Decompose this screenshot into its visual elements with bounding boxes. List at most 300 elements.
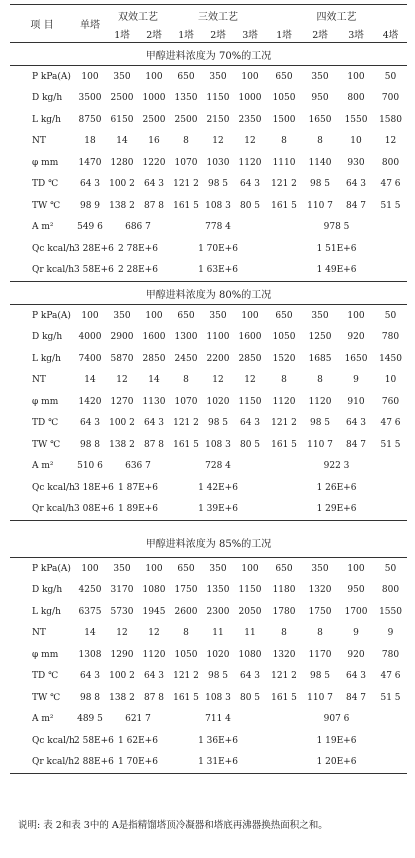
table-cell: 110 7 xyxy=(307,692,333,703)
table-cell: 12 xyxy=(212,136,224,147)
table-cell: 1270 xyxy=(110,396,134,407)
group-header-quad: 四效工艺 xyxy=(266,5,407,26)
table-cell: 1780 xyxy=(272,606,296,617)
row-label: TW ℃ xyxy=(32,692,61,703)
table-cell: 950 xyxy=(347,585,365,596)
table-cell: 3170 xyxy=(110,585,134,596)
table-cell: 650 xyxy=(177,563,195,574)
table-cell: 1170 xyxy=(308,649,332,660)
table-cell: 1500 xyxy=(272,114,296,125)
table-cell: 1350 xyxy=(174,93,198,104)
table-cell: 108 3 xyxy=(205,200,231,211)
summary-cell: 2 28E+6 xyxy=(118,265,158,276)
header-row-groups xyxy=(10,5,407,26)
table-cell: 780 xyxy=(381,649,400,660)
table-cell: 1080 xyxy=(238,649,262,660)
table-cell: 121 2 xyxy=(173,671,199,682)
table-cell: 161 5 xyxy=(271,692,297,703)
process-comparison-table xyxy=(10,4,407,774)
table-cell: 1550 xyxy=(344,114,368,125)
table-row xyxy=(10,131,407,153)
table-cell: 14 xyxy=(148,375,160,386)
summary-cell: 1 42E+6 xyxy=(198,482,238,493)
table-cell: 14 xyxy=(116,136,128,147)
table-row xyxy=(10,391,407,413)
table-cell: 100 xyxy=(145,310,163,321)
table-cell: 84 7 xyxy=(345,439,367,450)
table-cell: 87 8 xyxy=(143,692,165,703)
table-cell: 98 5 xyxy=(309,418,331,429)
table-cell: 800 xyxy=(381,157,400,168)
table-cell: 51 5 xyxy=(380,439,401,450)
table-cell: 3500 xyxy=(78,93,102,104)
summary-cell: 907 6 xyxy=(323,714,350,725)
table-cell: 350 xyxy=(113,563,131,574)
summary-row xyxy=(10,238,407,260)
summary-cell: 1 63E+6 xyxy=(198,265,238,276)
table-cell: 1120 xyxy=(142,649,166,660)
section-title: 甲醇进料浓度为 80%的工况 xyxy=(10,282,407,305)
table-cell: 161 5 xyxy=(173,692,199,703)
table-row xyxy=(10,174,407,196)
tower-header: 1塔 xyxy=(170,25,202,43)
summary-cell: 510 6 xyxy=(77,461,103,472)
table-cell: 1250 xyxy=(308,332,332,343)
summary-cell: 1 29E+6 xyxy=(316,504,357,515)
table-cell: 9 xyxy=(387,628,394,639)
table-cell: 2900 xyxy=(110,332,134,343)
table-cell: 64 3 xyxy=(143,179,165,190)
table-cell: 121 2 xyxy=(271,418,297,429)
summary-cell: 978 5 xyxy=(323,222,350,233)
summary-cell: 3 28E+6 xyxy=(74,243,114,254)
row-label: NT xyxy=(32,628,46,639)
table-cell: 64 3 xyxy=(345,671,367,682)
table-cell: 50 xyxy=(384,310,397,321)
row-label: Qc kcal/h xyxy=(32,482,75,493)
table-cell: 18 xyxy=(84,136,96,147)
table-cell: 1130 xyxy=(142,396,166,407)
table-cell: 650 xyxy=(275,563,293,574)
summary-row xyxy=(10,709,407,731)
table-cell: 100 xyxy=(145,563,163,574)
table-cell: 84 7 xyxy=(345,692,367,703)
table-cell: 8 xyxy=(281,628,287,639)
table-cell: 47 6 xyxy=(380,418,401,429)
table-cell: 2050 xyxy=(238,606,262,617)
table-cell: 64 3 xyxy=(143,671,165,682)
table-cell: 1120 xyxy=(308,396,332,407)
table-cell: 121 2 xyxy=(173,418,199,429)
table-cell: 1750 xyxy=(308,606,332,617)
table-cell: 6375 xyxy=(78,606,102,617)
table-cell: 161 5 xyxy=(271,200,297,211)
table-cell: 1308 xyxy=(78,649,102,660)
summary-row xyxy=(10,752,407,774)
summary-cell: 728 4 xyxy=(205,461,231,472)
table-cell: 110 7 xyxy=(307,200,333,211)
table-cell: 4250 xyxy=(78,585,102,596)
table-cell: 8 xyxy=(183,136,189,147)
table-cell: 1140 xyxy=(308,157,332,168)
table-cell: 98 9 xyxy=(79,200,101,211)
table-cell: 64 3 xyxy=(79,179,101,190)
item-header: 项 目 xyxy=(10,5,74,43)
table-cell: 6150 xyxy=(110,114,134,125)
summary-row xyxy=(10,477,407,499)
table-cell: 51 5 xyxy=(380,200,401,211)
table-cell: 161 5 xyxy=(173,439,199,450)
table-cell: 1580 xyxy=(379,114,402,125)
table-cell: 2300 xyxy=(206,606,230,617)
table-cell: 108 3 xyxy=(205,692,231,703)
row-label: Qr kcal/h xyxy=(10,752,74,774)
table-cell: 1700 xyxy=(344,606,368,617)
table-row xyxy=(10,370,407,392)
table-cell: 350 xyxy=(209,71,227,82)
table-cell: 1020 xyxy=(206,396,230,407)
table-cell: 7400 xyxy=(78,353,102,364)
table-cell: 80 5 xyxy=(239,439,261,450)
table-cell: 64 3 xyxy=(345,179,367,190)
row-label: P kPa(A) xyxy=(32,71,71,82)
summary-cell: 1 49E+6 xyxy=(316,265,357,276)
table-cell: 16 xyxy=(148,136,160,147)
row-label: NT xyxy=(32,375,46,386)
table-cell: 64 3 xyxy=(79,418,101,429)
summary-cell: 3 58E+6 xyxy=(74,265,114,276)
table-row xyxy=(10,580,407,602)
table-cell: 14 xyxy=(84,628,96,639)
summary-row xyxy=(10,456,407,478)
table-cell: 1320 xyxy=(308,585,332,596)
table-cell: 98 5 xyxy=(309,179,331,190)
unit-header: 单塔 xyxy=(74,5,106,43)
table-cell: 1945 xyxy=(142,606,166,617)
table-cell: 930 xyxy=(347,157,365,168)
table-cell: 98 5 xyxy=(207,418,229,429)
table-row xyxy=(10,305,407,327)
table-cell: 14 xyxy=(84,375,96,386)
table-row xyxy=(10,558,407,580)
table-cell: 51 5 xyxy=(380,692,401,703)
table-cell: 138 2 xyxy=(109,439,135,450)
table-cell: 8 xyxy=(183,375,189,386)
table-row xyxy=(10,109,407,131)
row-label: Qc kcal/h xyxy=(32,243,75,254)
summary-cell: 2 58E+6 xyxy=(74,735,114,746)
summary-cell: 3 08E+6 xyxy=(74,504,114,515)
table-cell: 2500 xyxy=(142,114,166,125)
table-cell: 1280 xyxy=(110,157,134,168)
table-cell: 1070 xyxy=(174,396,198,407)
process-table-container xyxy=(10,4,407,774)
table-cell: 780 xyxy=(381,332,400,343)
table-row xyxy=(10,195,407,217)
table-cell: 64 3 xyxy=(79,671,101,682)
table-cell: 138 2 xyxy=(109,200,135,211)
summary-row xyxy=(10,730,407,752)
summary-cell: 1 20E+6 xyxy=(266,752,407,774)
table-cell: 98 5 xyxy=(207,179,229,190)
table-cell: 161 5 xyxy=(173,200,199,211)
row-label: L kg/h xyxy=(32,606,61,617)
table-cell: 47 6 xyxy=(380,179,401,190)
table-row xyxy=(10,666,407,688)
table-cell: 1320 xyxy=(272,649,296,660)
row-label: TD ℃ xyxy=(32,418,59,429)
row-label: TW ℃ xyxy=(32,439,61,450)
table-cell: 1420 xyxy=(78,396,102,407)
table-row xyxy=(10,644,407,666)
row-label: A m² xyxy=(32,714,54,725)
summary-cell: 1 62E+6 xyxy=(118,735,158,746)
summary-cell: 1 70E+6 xyxy=(198,243,238,254)
group-header-triple: 三效工艺 xyxy=(170,5,266,26)
table-cell: 1050 xyxy=(272,93,296,104)
table-cell: 50 xyxy=(384,71,397,82)
row-label: D kg/h xyxy=(32,585,63,596)
table-cell: 100 xyxy=(81,563,99,574)
table-cell: 50 xyxy=(384,563,397,574)
summary-cell: 686 7 xyxy=(125,222,151,233)
table-cell: 47 6 xyxy=(380,671,401,682)
table-cell: 1000 xyxy=(238,93,262,104)
row-label: P kPa(A) xyxy=(32,310,71,321)
table-cell: 11 xyxy=(212,628,224,639)
tower-header: 1塔 xyxy=(106,25,138,43)
table-cell: 1470 xyxy=(78,157,102,168)
table-cell: 1650 xyxy=(308,114,332,125)
table-cell: 1080 xyxy=(142,585,166,596)
group-header-double: 双效工艺 xyxy=(106,5,170,26)
table-cell: 800 xyxy=(381,585,400,596)
row-label: φ mm xyxy=(32,396,59,407)
row-label: Qr kcal/h xyxy=(32,504,75,515)
section-title-row xyxy=(10,521,407,558)
row-label: D kg/h xyxy=(32,93,63,104)
table-cell: 12 xyxy=(212,375,224,386)
table-cell: 9 xyxy=(353,375,359,386)
table-cell: 100 xyxy=(241,310,259,321)
section-title-row xyxy=(10,43,407,66)
summary-cell: 1 87E+6 xyxy=(118,482,158,493)
table-cell: 8 xyxy=(281,136,287,147)
table-cell: 1110 xyxy=(272,157,296,168)
table-cell: 138 2 xyxy=(109,692,135,703)
table-cell: 5730 xyxy=(110,606,134,617)
table-cell: 350 xyxy=(311,563,329,574)
summary-cell: 2 78E+6 xyxy=(118,243,158,254)
table-cell: 100 2 xyxy=(109,418,135,429)
table-cell: 920 xyxy=(347,649,365,660)
table-cell: 98 8 xyxy=(79,439,101,450)
table-cell: 700 xyxy=(381,93,400,104)
table-cell: 350 xyxy=(209,310,227,321)
summary-cell: 1 19E+6 xyxy=(316,735,357,746)
tower-header: 3塔 xyxy=(234,25,266,43)
row-label: TD ℃ xyxy=(32,671,59,682)
table-cell: 100 xyxy=(347,71,365,82)
table-cell: 121 2 xyxy=(173,179,199,190)
table-cell: 350 xyxy=(311,310,329,321)
summary-cell: 711 4 xyxy=(205,714,231,725)
table-row xyxy=(10,88,407,110)
section-title: 甲醇进料浓度为 70%的工况 xyxy=(10,43,407,66)
table-cell: 650 xyxy=(177,310,195,321)
table-cell: 910 xyxy=(347,396,365,407)
summary-cell: 778 4 xyxy=(205,222,231,233)
table-cell: 2150 xyxy=(206,114,230,125)
table-cell: 11 xyxy=(244,628,256,639)
table-cell: 350 xyxy=(113,71,131,82)
table-row xyxy=(10,327,407,349)
table-cell: 12 xyxy=(148,628,160,639)
table-cell: 2850 xyxy=(238,353,262,364)
table-cell: 100 xyxy=(347,310,365,321)
table-cell: 98 5 xyxy=(207,671,229,682)
table-cell: 2850 xyxy=(142,353,166,364)
table-cell: 64 3 xyxy=(239,179,261,190)
row-label: L kg/h xyxy=(32,353,61,364)
summary-row xyxy=(10,217,407,239)
table-cell: 2500 xyxy=(110,93,134,104)
table-cell: 100 xyxy=(347,563,365,574)
table-cell: 8 xyxy=(317,375,323,386)
table-cell: 100 xyxy=(145,71,163,82)
table-cell: 1180 xyxy=(272,585,296,596)
summary-cell: 1 31E+6 xyxy=(170,752,266,774)
table-cell: 1290 xyxy=(110,649,134,660)
table-row xyxy=(10,413,407,435)
table-cell: 8 xyxy=(317,628,323,639)
table-cell: 1150 xyxy=(238,585,262,596)
table-cell: 64 3 xyxy=(239,671,261,682)
table-cell: 1450 xyxy=(379,353,402,364)
table-cell: 650 xyxy=(275,71,293,82)
summary-cell: 3 18E+6 xyxy=(74,482,114,493)
table-cell: 1000 xyxy=(142,93,166,104)
summary-cell: 636 7 xyxy=(125,461,151,472)
table-cell: 10 xyxy=(384,375,397,386)
table-cell: 121 2 xyxy=(271,179,297,190)
table-cell: 12 xyxy=(384,136,397,147)
table-cell: 1600 xyxy=(238,332,262,343)
summary-cell: 489 5 xyxy=(77,714,103,725)
row-label: TW ℃ xyxy=(32,200,61,211)
table-cell: 1520 xyxy=(272,353,296,364)
tower-header: 2塔 xyxy=(202,25,234,43)
table-cell: 350 xyxy=(113,310,131,321)
table-row xyxy=(10,623,407,645)
tower-header: 2塔 xyxy=(138,25,170,43)
summary-cell: 1 36E+6 xyxy=(198,735,238,746)
table-cell: 1150 xyxy=(238,396,262,407)
table-cell: 12 xyxy=(244,136,256,147)
table-cell: 8 xyxy=(183,628,189,639)
row-label: L kg/h xyxy=(32,114,61,125)
table-cell: 1600 xyxy=(142,332,166,343)
table-cell: 1030 xyxy=(206,157,230,168)
table-cell: 64 3 xyxy=(143,418,165,429)
table-cell: 8750 xyxy=(78,114,102,125)
table-cell: 2600 xyxy=(174,606,198,617)
table-cell: 950 xyxy=(311,93,329,104)
row-label: A m² xyxy=(32,461,54,472)
table-cell: 108 3 xyxy=(205,439,231,450)
table-cell: 1020 xyxy=(206,649,230,660)
table-cell: 12 xyxy=(244,375,256,386)
table-cell: 2200 xyxy=(206,353,230,364)
table-cell: 4000 xyxy=(78,332,102,343)
table-cell: 1050 xyxy=(174,649,198,660)
table-cell: 1685 xyxy=(308,353,332,364)
row-label: Qc kcal/h xyxy=(32,735,75,746)
table-row xyxy=(10,348,407,370)
table-row xyxy=(10,687,407,709)
summary-row xyxy=(10,260,407,282)
table-cell: 5870 xyxy=(110,353,134,364)
table-cell: 87 8 xyxy=(143,200,165,211)
table-footnote: 说明: 表 2和表 3中的 A是指精馏塔顶冷凝器和塔底再沸器换热面积之和。 xyxy=(18,820,328,831)
table-cell: 100 xyxy=(241,71,259,82)
table-cell: 1750 xyxy=(174,585,198,596)
summary-cell: 549 6 xyxy=(77,222,103,233)
table-cell: 12 xyxy=(116,375,128,386)
table-cell: 1550 xyxy=(379,606,402,617)
table-cell: 650 xyxy=(177,71,195,82)
table-cell: 1050 xyxy=(272,332,296,343)
table-cell: 121 2 xyxy=(271,671,297,682)
section-title-row xyxy=(10,282,407,305)
row-label: NT xyxy=(32,136,46,147)
table-cell: 8 xyxy=(281,375,287,386)
table-cell: 2350 xyxy=(238,114,262,125)
table-cell: 100 xyxy=(81,310,99,321)
table-cell: 1100 xyxy=(206,332,230,343)
row-label: TD ℃ xyxy=(32,179,59,190)
table-row xyxy=(10,434,407,456)
table-cell: 350 xyxy=(311,71,329,82)
table-cell: 110 7 xyxy=(307,439,333,450)
table-cell: 760 xyxy=(381,396,400,407)
summary-cell: 1 89E+6 xyxy=(118,504,158,515)
tower-header: 2塔 xyxy=(302,25,338,43)
tower-header: 3塔 xyxy=(338,25,374,43)
summary-cell: 621 7 xyxy=(125,714,151,725)
row-label: P kPa(A) xyxy=(32,563,71,574)
table-cell: 1120 xyxy=(272,396,296,407)
table-row xyxy=(10,66,407,88)
table-cell: 1150 xyxy=(206,93,230,104)
table-cell: 10 xyxy=(350,136,362,147)
table-cell: 2500 xyxy=(174,114,198,125)
summary-cell: 1 51E+6 xyxy=(316,243,357,254)
table-cell: 800 xyxy=(347,93,365,104)
summary-row xyxy=(10,499,407,521)
row-label: D kg/h xyxy=(32,332,63,343)
tower-header: 1塔 xyxy=(266,25,302,43)
tower-header: 4塔 xyxy=(374,25,407,43)
table-cell: 1120 xyxy=(238,157,262,168)
section-title: 甲醇进料浓度为 85%的工况 xyxy=(10,521,407,558)
table-cell: 2450 xyxy=(174,353,198,364)
row-label: φ mm xyxy=(32,157,59,168)
table-row xyxy=(10,152,407,174)
table-cell: 920 xyxy=(347,332,365,343)
table-cell: 98 5 xyxy=(309,671,331,682)
summary-cell: 2 88E+6 xyxy=(74,752,106,774)
